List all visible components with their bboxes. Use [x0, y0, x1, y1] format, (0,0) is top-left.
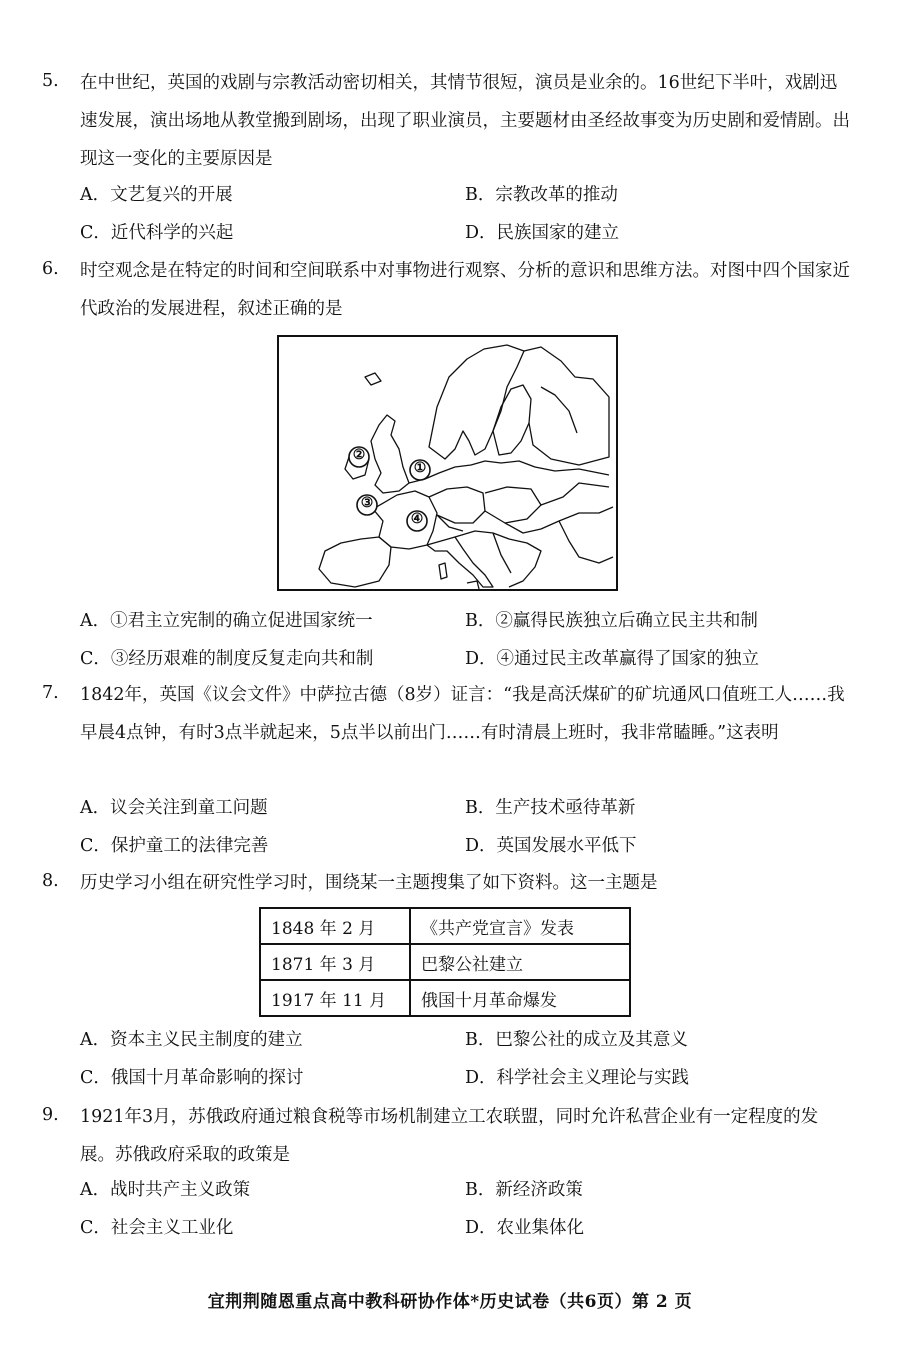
option-a[interactable]: A．文艺复兴的开展: [80, 185, 233, 205]
option-d[interactable]: D．农业集体化: [465, 1218, 585, 1238]
question-7: [42, 676, 852, 752]
map-label-4: ④: [410, 511, 424, 527]
table-cell-event: 俄国十月革命爆发: [410, 980, 630, 1016]
question-stem: 1842年，英国《议会文件》中萨拉古德（8岁）证言：“我是高沃煤矿的矿坑通风口值班工人……我早晨4点钟，有时3点半就起来，5点半以前出门……有时清晨上班时，我非常瞌睡。”这表明: [80, 685, 845, 743]
question-6: [42, 252, 852, 328]
option-a[interactable]: A．资本主义民主制度的建立: [80, 1030, 303, 1050]
question-number: 7.: [42, 683, 59, 703]
question-number: 9.: [42, 1105, 59, 1125]
question-stem: 历史学习小组在研究性学习时，围绕某一主题搜集了如下资料。这一主题是: [80, 873, 658, 893]
table-row: [260, 908, 630, 944]
option-c[interactable]: C．近代科学的兴起: [80, 223, 234, 243]
table-cell-event: 《共产党宣言》发表: [410, 908, 630, 944]
option-c[interactable]: C．俄国十月革命影响的探讨: [80, 1068, 304, 1088]
europe-map-drawing: [279, 337, 616, 589]
table-cell-event: 巴黎公社建立: [410, 944, 630, 980]
option-b[interactable]: B．生产技术亟待革新: [465, 798, 636, 818]
option-a[interactable]: A．战时共产主义政策: [80, 1180, 251, 1200]
question-stem: 在中世纪，英国的戏剧与宗教活动密切相关，其情节很短，演员是业余的。16世纪下半叶，戏剧迅速发展，演出场地从教堂搬到剧场，出现了职业演员，主要题材由圣经故事变为历史剧和爱情剧。出现这一变化的主要原因是: [80, 73, 850, 169]
table-row: [260, 980, 630, 1016]
question-number: 6.: [42, 259, 59, 279]
option-b[interactable]: B．②赢得民族独立后确立民主共和制: [465, 611, 758, 631]
table-row: [260, 944, 630, 980]
table-cell-date: 1871 年 3 月: [260, 944, 410, 980]
map-label-2: ②: [352, 447, 366, 463]
question-number: 8.: [42, 871, 59, 891]
question-number: 5.: [42, 71, 59, 91]
option-d[interactable]: D．英国发展水平低下: [465, 836, 637, 856]
page-footer: 宜荆荆随恩重点高中教科研协作体*历史试卷（共6页）第 2 页: [207, 1292, 693, 1312]
option-a[interactable]: A．议会关注到童工问题: [80, 798, 268, 818]
option-d[interactable]: D．民族国家的建立: [465, 223, 620, 243]
question-stem: 1921年3月，苏俄政府通过粮食税等市场机制建立工农联盟，同时允许私营企业有一定程度的发展。苏俄政府采取的政策是: [80, 1107, 819, 1165]
map-label-1: ①: [413, 460, 427, 476]
question-stem: 时空观念是在特定的时间和空间联系中对事物进行观察、分析的意识和思维方法。对图中四个国家近代政治的发展进程，叙述正确的是: [80, 261, 850, 319]
table-cell-date: 1848 年 2 月: [260, 908, 410, 944]
option-a[interactable]: A．①君主立宪制的确立促进国家统一: [80, 611, 373, 631]
option-c[interactable]: C．社会主义工业化: [80, 1218, 234, 1238]
map-label-3: ③: [360, 495, 374, 511]
europe-map: [277, 335, 618, 591]
option-b[interactable]: B．巴黎公社的成立及其意义: [465, 1030, 688, 1050]
option-d[interactable]: D．科学社会主义理论与实践: [465, 1068, 690, 1088]
option-b[interactable]: B．宗教改革的推动: [465, 185, 618, 205]
option-c[interactable]: C．③经历艰难的制度反复走向共和制: [80, 649, 374, 669]
option-d[interactable]: D．④通过民主改革赢得了国家的独立: [465, 649, 760, 669]
question-9: [42, 1098, 852, 1174]
timeline-table: [259, 907, 631, 1017]
table-cell-date: 1917 年 11 月: [260, 980, 410, 1016]
question-5: [42, 64, 852, 178]
option-b[interactable]: B．新经济政策: [465, 1180, 583, 1200]
option-c[interactable]: C．保护童工的法律完善: [80, 836, 269, 856]
question-8: [42, 864, 852, 902]
